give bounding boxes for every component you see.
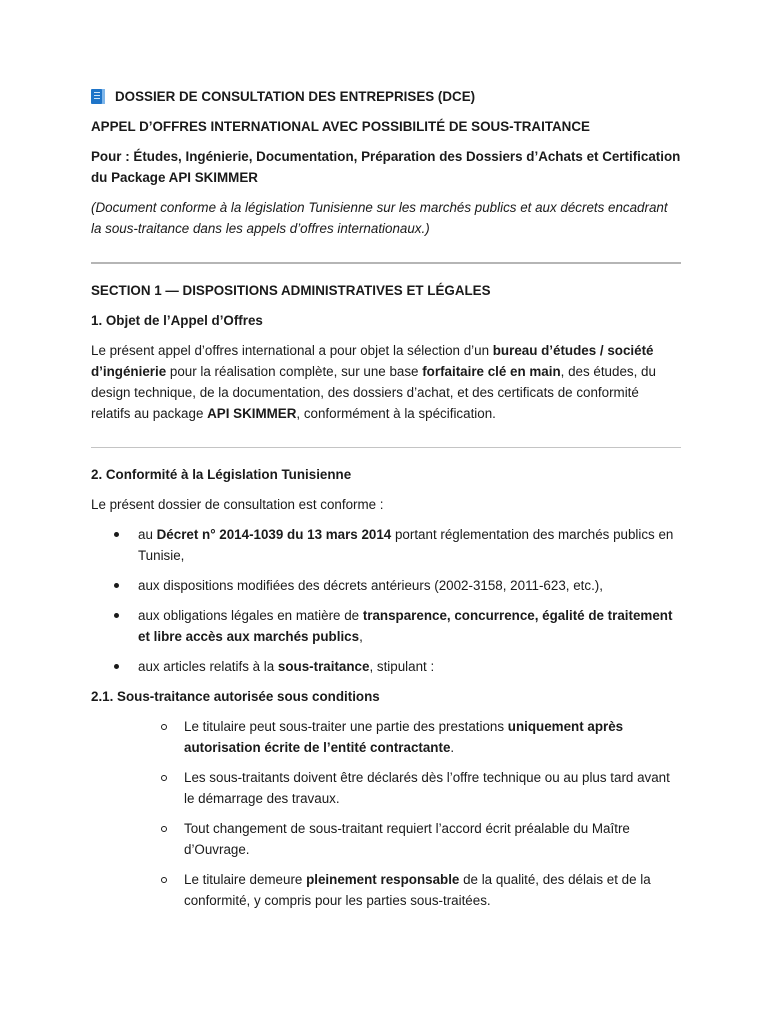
- item-text: , stipulant :: [369, 659, 435, 674]
- conformite-heading: 2. Conformité à la Législation Tunisienne: [91, 467, 352, 482]
- item-text: aux obligations légales en matière de: [138, 608, 363, 623]
- item-text: aux dispositions modifiées des décrets antérieurs (2002-3158, 2011-623, etc.),: [138, 578, 603, 593]
- list-item: [91, 524, 681, 566]
- objet-text-2: pour la réalisation complète, sur une base: [166, 364, 423, 379]
- scope-line: Pour : Études, Ingénierie, Documentation, Préparation des Dossiers d’Achats et Certification du Package API SKIMMER: [91, 149, 681, 185]
- list-item: [91, 818, 681, 860]
- item-bold: uniquement après autorisation écrite de l’entité contractante: [184, 719, 624, 755]
- objet-text-4: , conformément à la spécification.: [296, 406, 496, 421]
- item-text: aux articles relatifs à la: [138, 659, 278, 674]
- item-text: .: [450, 740, 455, 755]
- bullet-icon: [114, 664, 119, 669]
- objet-bold-3: API SKIMMER: [207, 406, 297, 421]
- list-item: [91, 605, 681, 647]
- item-text: Tout changement de sous-traitant requiert l’accord écrit préalable du Maître d’Ouvrage.: [184, 821, 630, 857]
- item-text: au: [138, 527, 157, 542]
- soustraitance-heading: 2.1. Sous-traitance autorisée sous conditions: [91, 689, 380, 704]
- item-text: Les sous-traitants doivent être déclarés dès l’offre technique ou au plus tard avant le démarrage des travaux.: [184, 770, 670, 806]
- item-bold: pleinement responsable: [306, 872, 460, 887]
- list-item: [91, 716, 681, 758]
- list-item: [91, 869, 681, 911]
- bullet-icon: [114, 532, 119, 537]
- divider: [91, 447, 681, 448]
- hollow-bullet-icon: [161, 724, 167, 730]
- item-bold: Décret n° 2014-1039 du 13 mars 2014: [156, 527, 392, 542]
- objet-heading: 1. Objet de l’Appel d’Offres: [91, 313, 263, 328]
- objet-bold-2: forfaitaire clé en main: [422, 364, 561, 379]
- item-text: de la qualité, des délais et de la conformité, y compris pour les parties sous-traitées.: [184, 872, 651, 908]
- divider: [91, 262, 681, 264]
- blue-book-icon: [91, 89, 105, 104]
- conformite-intro: Le présent dossier de consultation est conforme :: [91, 497, 384, 512]
- hollow-bullet-icon: [161, 826, 167, 832]
- document-subtitle: APPEL D’OFFRES INTERNATIONAL AVEC POSSIBILITÉ DE SOUS-TRAITANCE: [91, 119, 590, 134]
- hollow-bullet-icon: [161, 775, 167, 781]
- list-item: [91, 767, 681, 809]
- document-body: [91, 86, 681, 920]
- item-text: Le titulaire peut sous-traiter une partie des prestations: [184, 719, 508, 734]
- objet-text-3: , des études, du design technique, de la documentation, des dossiers d’achat, et des certificats de conformité relatifs au package: [91, 364, 656, 421]
- section-1-title: SECTION 1 — DISPOSITIONS ADMINISTRATIVES ET LÉGALES: [91, 283, 491, 298]
- bullet-icon: [114, 583, 119, 588]
- conformite-list: [91, 524, 681, 677]
- item-text: portant réglementation des marchés publics en Tunisie,: [138, 527, 674, 563]
- objet-text-1: Le présent appel d’offres international a pour objet la sélection d’un: [91, 343, 493, 358]
- list-item: [91, 656, 681, 677]
- soustraitance-list: [91, 716, 681, 911]
- list-item: [91, 575, 681, 596]
- bullet-icon: [114, 613, 119, 618]
- item-text: ,: [359, 629, 363, 644]
- item-bold: sous-traitance: [277, 659, 370, 674]
- hollow-bullet-icon: [161, 877, 167, 883]
- objet-paragraph: [91, 340, 681, 424]
- item-bold: transparence, concurrence, égalité de traitement et libre accès aux marchés publics: [138, 608, 673, 644]
- document-title-text: DOSSIER DE CONSULTATION DES ENTREPRISES (DCE): [115, 89, 476, 104]
- item-text: Le titulaire demeure: [184, 872, 307, 887]
- document-title: [91, 86, 681, 107]
- objet-bold-1: bureau d’études / société d’ingénierie: [91, 343, 654, 379]
- legal-note: (Document conforme à la législation Tunisienne sur les marchés publics et aux décrets encadrant la sous-traitance dans les appels d’offres internationaux.): [91, 200, 668, 236]
